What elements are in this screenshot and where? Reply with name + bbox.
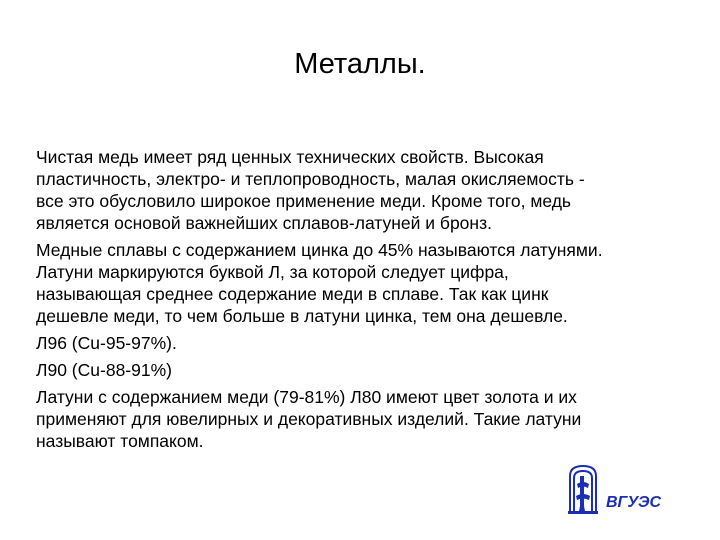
paragraph-pure-copper (36, 146, 696, 234)
slide-title: Металлы. (294, 48, 426, 80)
text-line: Латуни с содержанием меди (79-81%) Л80 имеют цвет золота и их (36, 387, 577, 407)
university-logo (566, 462, 676, 518)
text-line: Латуни маркируются буквой Л, за которой следует цифра, (36, 262, 509, 282)
text-line: дешевле меди, то чем больше в латуни цинка, тем она дешевле. (36, 306, 568, 326)
text-line: называющая среднее содержание меди в сплаве. Так как цинк (36, 284, 549, 304)
text-line: Чистая медь имеет ряд ценных технических свойств. Высокая (36, 147, 544, 167)
text-line: все это обусловило широкое применение меди. Кроме того, медь (36, 191, 572, 211)
text-line: называют томпаком. (36, 431, 204, 451)
paragraph-grade-l96 (36, 332, 696, 354)
text-line: является основой важнейших сплавов-латуней и бронз. (36, 213, 492, 233)
text-line: Л90 (Cu-88-91%) (36, 360, 172, 380)
logo-text: ВГУЭС (606, 494, 662, 511)
paragraph-brass-definition (36, 239, 696, 327)
paragraph-tombac (36, 386, 696, 452)
text-line: пластичность, электро- и теплопроводность, малая окисляемость - (36, 169, 585, 189)
vguets-emblem-icon (566, 462, 676, 518)
text-line: применяют для ювелирных и декоративных изделий. Такие латуни (36, 409, 582, 429)
text-line: Л96 (Cu-95-97%). (36, 333, 177, 353)
text-line: Медные сплавы с содержанием цинка до 45% называются латунями. (36, 240, 603, 260)
slide-body (36, 146, 696, 457)
paragraph-grade-l90 (36, 359, 696, 381)
